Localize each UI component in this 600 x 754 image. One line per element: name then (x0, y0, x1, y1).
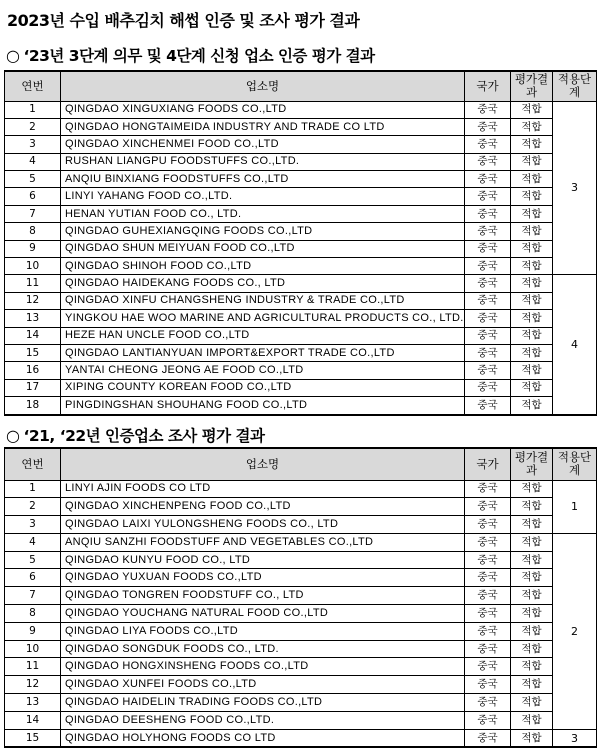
row-number: 18 (5, 397, 61, 415)
company-name: QINGDAO XINCHENPENG FOOD CO.,LTD (61, 498, 465, 516)
company-name: QINGDAO XINCHENMEI FOOD CO.,LTD (61, 136, 465, 153)
country: 중국 (465, 379, 511, 396)
country: 중국 (465, 362, 511, 379)
country: 중국 (465, 344, 511, 361)
survey-table-body (5, 480, 597, 747)
country: 중국 (465, 605, 511, 623)
header-company: 업소명 (61, 71, 465, 101)
company-name: YANTAI CHEONG JEONG AE FOOD CO.,LTD (61, 362, 465, 379)
applied-stage: 3 (553, 101, 597, 275)
row-number: 7 (5, 205, 61, 222)
row-number: 2 (5, 498, 61, 516)
row-number: 4 (5, 153, 61, 170)
table-row (5, 397, 597, 415)
country: 중국 (465, 223, 511, 240)
table-row (5, 188, 597, 205)
row-number: 13 (5, 694, 61, 712)
evaluation-result: 적합 (511, 327, 553, 344)
country: 중국 (465, 118, 511, 135)
row-number: 10 (5, 640, 61, 658)
row-number: 14 (5, 711, 61, 729)
evaluation-result: 적합 (511, 362, 553, 379)
table-row (5, 205, 597, 222)
table-row (5, 223, 597, 240)
survey-table (4, 447, 597, 748)
header-country: 국가 (465, 448, 511, 480)
table-row (5, 118, 597, 135)
row-number: 8 (5, 223, 61, 240)
row-number: 2 (5, 118, 61, 135)
row-number: 12 (5, 292, 61, 309)
evaluation-result: 적합 (511, 480, 553, 498)
company-name: XIPING COUNTY KOREAN FOOD CO.,LTD (61, 379, 465, 396)
company-name: LINYI YAHANG FOOD CO.,LTD. (61, 188, 465, 205)
country: 중국 (465, 729, 511, 747)
table-row (5, 292, 597, 309)
evaluation-result: 적합 (511, 397, 553, 415)
table-row (5, 569, 597, 587)
row-number: 4 (5, 533, 61, 551)
company-name: QINGDAO SHINOH FOOD CO.,LTD (61, 258, 465, 275)
section1-heading (6, 44, 375, 66)
country: 중국 (465, 658, 511, 676)
company-name: QINGDAO KUNYU FOOD CO., LTD (61, 551, 465, 569)
country: 중국 (465, 533, 511, 551)
company-name: HEZE HAN UNCLE FOOD CO.,LTD (61, 327, 465, 344)
row-number: 5 (5, 171, 61, 188)
header-no: 연번 (5, 71, 61, 101)
row-number: 6 (5, 188, 61, 205)
country: 중국 (465, 676, 511, 694)
row-number: 12 (5, 676, 61, 694)
company-name: QINGDAO TONGREN FOODSTUFF CO., LTD (61, 587, 465, 605)
evaluation-result: 적합 (511, 310, 553, 327)
evaluation-result: 적합 (511, 344, 553, 361)
table-row (5, 551, 597, 569)
evaluation-result: 적합 (511, 275, 553, 292)
table-row (5, 587, 597, 605)
evaluation-result: 적합 (511, 171, 553, 188)
row-number: 15 (5, 729, 61, 747)
table-row (5, 310, 597, 327)
table-header-row (5, 448, 597, 480)
row-number: 3 (5, 516, 61, 534)
row-number: 7 (5, 587, 61, 605)
table-row (5, 729, 597, 747)
company-name: QINGDAO YUXUAN FOODS CO.,LTD (61, 569, 465, 587)
country: 중국 (465, 622, 511, 640)
company-name: RUSHAN LIANGPU FOODSTUFFS CO.,LTD. (61, 153, 465, 170)
row-number: 6 (5, 569, 61, 587)
evaluation-result: 적합 (511, 188, 553, 205)
company-name: QINGDAO XUNFEI FOODS CO.,LTD (61, 676, 465, 694)
header-company: 업소명 (61, 448, 465, 480)
table-row (5, 362, 597, 379)
header-result: 평가결과 (511, 71, 553, 101)
table-row (5, 658, 597, 676)
header-result: 평가결과 (511, 448, 553, 480)
country: 중국 (465, 397, 511, 415)
evaluation-result: 적합 (511, 205, 553, 222)
company-name: LINYI AJIN FOODS CO LTD (61, 480, 465, 498)
company-name: QINGDAO LAIXI YULONGSHENG FOODS CO., LTD (61, 516, 465, 534)
circle-bullet-icon: ○ (6, 426, 20, 445)
header-country: 국가 (465, 71, 511, 101)
table-row (5, 516, 597, 534)
row-number: 5 (5, 551, 61, 569)
company-name: YINGKOU HAE WOO MARINE AND AGRICULTURAL PRODUCTS CO., LTD. (61, 310, 465, 327)
section2-title: ‘21, ‘22년 인증업소 조사 평가 결과 (23, 427, 265, 445)
section1-title: ‘23년 3단계 의무 및 4단계 신청 업소 인증 평가 결과 (23, 47, 375, 65)
row-number: 11 (5, 658, 61, 676)
country: 중국 (465, 480, 511, 498)
applied-stage: 2 (553, 533, 597, 729)
evaluation-result: 적합 (511, 569, 553, 587)
country: 중국 (465, 327, 511, 344)
circle-bullet-icon: ○ (6, 46, 20, 65)
evaluation-result: 적합 (511, 240, 553, 257)
row-number: 14 (5, 327, 61, 344)
table-row (5, 533, 597, 551)
evaluation-result: 적합 (511, 640, 553, 658)
section2-heading (6, 424, 264, 446)
evaluation-result: 적합 (511, 136, 553, 153)
country: 중국 (465, 292, 511, 309)
country: 중국 (465, 711, 511, 729)
table-row (5, 240, 597, 257)
company-name: QINGDAO SHUN MEIYUAN FOOD CO.,LTD (61, 240, 465, 257)
row-number: 17 (5, 379, 61, 396)
country: 중국 (465, 640, 511, 658)
row-number: 9 (5, 622, 61, 640)
applied-stage: 4 (553, 275, 597, 415)
table-row (5, 258, 597, 275)
table-row (5, 136, 597, 153)
applied-stage: 3 (553, 729, 597, 747)
table-row (5, 480, 597, 498)
certification-table-body (5, 101, 597, 415)
table-row (5, 498, 597, 516)
country: 중국 (465, 101, 511, 118)
header-stage: 적용단계 (553, 71, 597, 101)
country: 중국 (465, 275, 511, 292)
certification-table (4, 70, 597, 416)
company-name: PINGDINGSHAN SHOUHANG FOOD CO.,LTD (61, 397, 465, 415)
evaluation-result: 적합 (511, 533, 553, 551)
evaluation-result: 적합 (511, 223, 553, 240)
country: 중국 (465, 310, 511, 327)
row-number: 16 (5, 362, 61, 379)
evaluation-result: 적합 (511, 498, 553, 516)
evaluation-result: 적합 (511, 622, 553, 640)
country: 중국 (465, 516, 511, 534)
country: 중국 (465, 205, 511, 222)
company-name: QINGDAO XINGUXIANG FOODS CO.,LTD (61, 101, 465, 118)
company-name: QINGDAO DEESHENG FOOD CO.,LTD. (61, 711, 465, 729)
row-number: 8 (5, 605, 61, 623)
country: 중국 (465, 498, 511, 516)
country: 중국 (465, 569, 511, 587)
country: 중국 (465, 587, 511, 605)
table-row (5, 605, 597, 623)
document-title: 2023년 수입 배추김치 해썹 인증 및 조사 평가 결과 (7, 11, 360, 30)
company-name: QINGDAO LANTIANYUAN IMPORT&EXPORT TRADE CO.,LTD (61, 344, 465, 361)
company-name: QINGDAO YOUCHANG NATURAL FOOD CO.,LTD (61, 605, 465, 623)
header-no: 연번 (5, 448, 61, 480)
row-number: 15 (5, 344, 61, 361)
evaluation-result: 적합 (511, 153, 553, 170)
table-row (5, 694, 597, 712)
table-row (5, 153, 597, 170)
evaluation-result: 적합 (511, 101, 553, 118)
evaluation-result: 적합 (511, 587, 553, 605)
row-number: 9 (5, 240, 61, 257)
row-number: 1 (5, 480, 61, 498)
evaluation-result: 적합 (511, 258, 553, 275)
company-name: QINGDAO LIYA FOODS CO.,LTD (61, 622, 465, 640)
row-number: 10 (5, 258, 61, 275)
country: 중국 (465, 136, 511, 153)
applied-stage: 1 (553, 480, 597, 533)
row-number: 3 (5, 136, 61, 153)
table-row (5, 101, 597, 118)
company-name: HENAN YUTIAN FOOD CO., LTD. (61, 205, 465, 222)
country: 중국 (465, 240, 511, 257)
evaluation-result: 적합 (511, 605, 553, 623)
company-name: QINGDAO SONGDUK FOODS CO., LTD. (61, 640, 465, 658)
table-row (5, 676, 597, 694)
company-name: QINGDAO HONGXINSHENG FOODS CO.,LTD (61, 658, 465, 676)
evaluation-result: 적합 (511, 729, 553, 747)
row-number: 13 (5, 310, 61, 327)
company-name: QINGDAO HAIDELIN TRADING FOODS CO.,LTD (61, 694, 465, 712)
country: 중국 (465, 171, 511, 188)
table-row (5, 171, 597, 188)
table-row (5, 327, 597, 344)
company-name: QINGDAO HAIDEKANG FOODS CO., LTD (61, 275, 465, 292)
company-name: ANQIU BINXIANG FOODSTUFFS CO.,LTD (61, 171, 465, 188)
evaluation-result: 적합 (511, 694, 553, 712)
evaluation-result: 적합 (511, 516, 553, 534)
evaluation-result: 적합 (511, 379, 553, 396)
table-row (5, 379, 597, 396)
evaluation-result: 적합 (511, 292, 553, 309)
country: 중국 (465, 188, 511, 205)
table-row (5, 275, 597, 292)
company-name: QINGDAO HONGTAIMEIDA INDUSTRY AND TRADE CO LTD (61, 118, 465, 135)
evaluation-result: 적합 (511, 676, 553, 694)
table-row (5, 711, 597, 729)
header-stage: 적용단계 (553, 448, 597, 480)
company-name: QINGDAO GUHEXIANGQING FOODS CO.,LTD (61, 223, 465, 240)
country: 중국 (465, 258, 511, 275)
row-number: 11 (5, 275, 61, 292)
company-name: QINGDAO HOLYHONG FOODS CO LTD (61, 729, 465, 747)
table-header-row (5, 71, 597, 101)
table-row (5, 622, 597, 640)
table-row (5, 640, 597, 658)
evaluation-result: 적합 (511, 711, 553, 729)
evaluation-result: 적합 (511, 118, 553, 135)
table-row (5, 344, 597, 361)
company-name: QINGDAO XINFU CHANGSHENG INDUSTRY & TRADE CO.,LTD (61, 292, 465, 309)
country: 중국 (465, 551, 511, 569)
evaluation-result: 적합 (511, 658, 553, 676)
row-number: 1 (5, 101, 61, 118)
company-name: ANQIU SANZHI FOODSTUFF AND VEGETABLES CO.,LTD (61, 533, 465, 551)
country: 중국 (465, 694, 511, 712)
evaluation-result: 적합 (511, 551, 553, 569)
country: 중국 (465, 153, 511, 170)
